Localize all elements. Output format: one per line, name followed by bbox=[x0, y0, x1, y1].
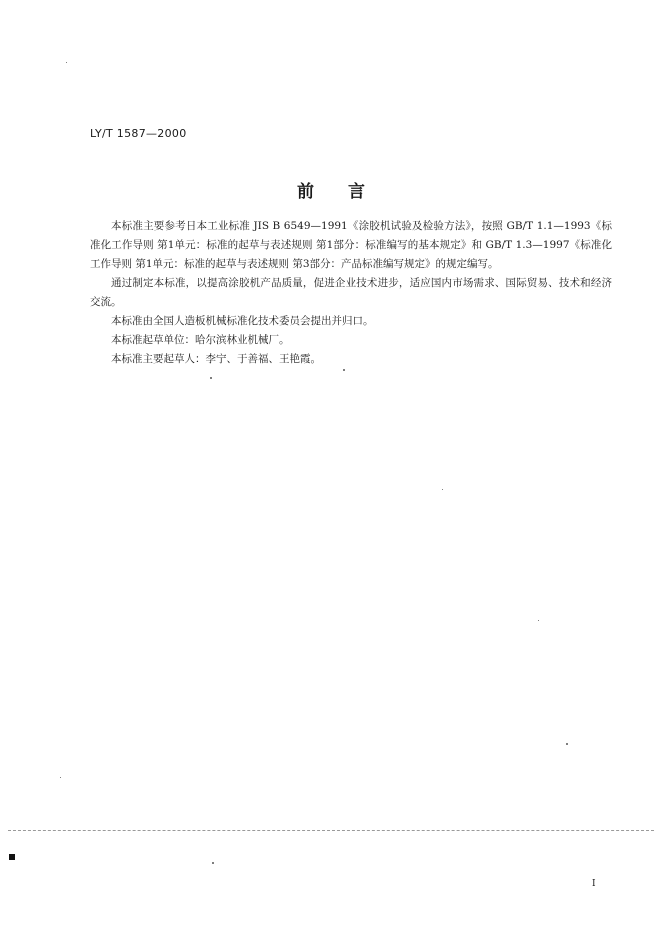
scan-speck bbox=[212, 862, 214, 864]
page-number: I bbox=[592, 879, 596, 889]
paragraph-drafters: 本标准主要起草人：李宁、于善福、王艳霞。 bbox=[111, 353, 321, 365]
scan-speck bbox=[66, 62, 67, 63]
standard-code: LY/T 1587—2000 bbox=[90, 127, 187, 140]
scan-speck bbox=[343, 369, 345, 371]
paragraph-references: 本标准主要参考日本工业标准 JIS B 6549—1991《涂胶机试验及检验方法》，按照 GB/T 1.1—1993《标准化工作导则 第1单元：标准的起草与表述规则 第1部分：标准编写的基本规定》和 GB/T 1.3—1997《标准化工作导则 第1单元：标准的起草与表述规则 第3部分：产品标准编写规定》的规定编写。 bbox=[90, 220, 612, 270]
scan-speck bbox=[442, 489, 443, 490]
scan-speck bbox=[60, 777, 61, 778]
footer-divider bbox=[8, 830, 654, 831]
paragraph-proposer: 本标准由全国人造板机械标准化技术委员会提出并归口。 bbox=[111, 315, 374, 327]
scan-margin-mark bbox=[9, 854, 15, 860]
scan-speck bbox=[210, 377, 212, 379]
page-title: 前言 bbox=[297, 182, 399, 202]
scan-speck bbox=[538, 620, 539, 621]
foreword-body bbox=[90, 217, 612, 369]
scan-speck bbox=[566, 743, 568, 745]
paragraph-drafting-unit: 本标准起草单位：哈尔滨林业机械厂。 bbox=[111, 334, 290, 346]
paragraph-purpose: 通过制定本标准，以提高涂胶机产品质量，促进企业技术进步，适应国内市场需求、国际贸易、技术和经济交流。 bbox=[90, 277, 612, 308]
